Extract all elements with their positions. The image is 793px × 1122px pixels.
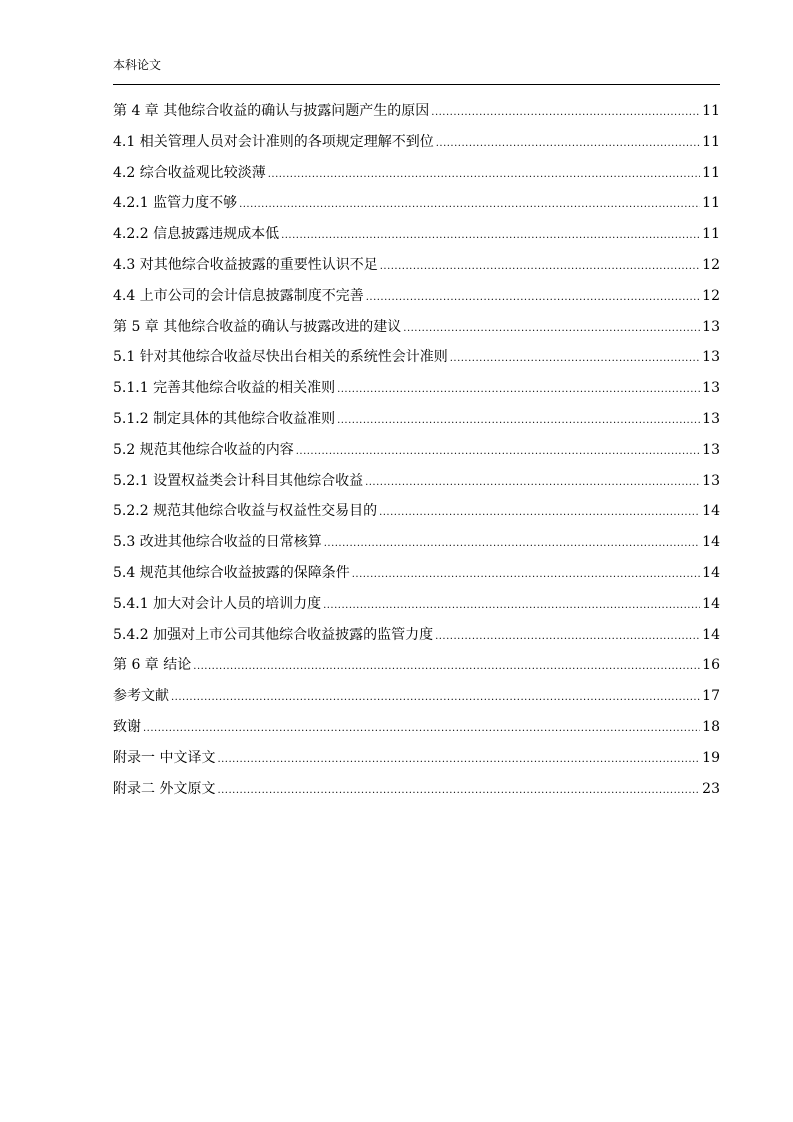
toc-entry[interactable] bbox=[113, 531, 720, 562]
toc-entry-title: 4.1 相关管理人员对会计准则的各项规定理解不到位 bbox=[113, 133, 434, 150]
toc-entry-page-number: 14 bbox=[702, 534, 720, 551]
toc-entry[interactable] bbox=[113, 439, 720, 470]
toc-entry[interactable] bbox=[113, 131, 720, 162]
toc-dot-leader bbox=[403, 318, 700, 340]
header-divider bbox=[113, 84, 720, 85]
toc-entry-title: 4.2.1 监管力度不够 bbox=[113, 195, 238, 212]
toc-entry-title: 5.3 改进其他综合收益的日常核算 bbox=[113, 534, 322, 551]
toc-entry-title: 5.4.2 加强对上市公司其他综合收益披露的监管力度 bbox=[113, 626, 434, 643]
toc-entry-page-number: 11 bbox=[702, 133, 720, 150]
header-title: 本科论文 bbox=[113, 58, 162, 72]
toc-entry[interactable] bbox=[113, 346, 720, 377]
toc-entry-page-number: 14 bbox=[702, 595, 720, 612]
toc-entry-title: 5.1.2 制定具体的其他综合收益准则 bbox=[113, 410, 336, 427]
toc-dot-leader bbox=[143, 718, 700, 740]
toc-dot-leader bbox=[380, 256, 700, 278]
toc-entry-page-number: 14 bbox=[702, 564, 720, 581]
toc-dot-leader bbox=[379, 502, 700, 524]
toc-entry-page-number: 11 bbox=[702, 226, 720, 243]
toc-dot-leader bbox=[450, 348, 700, 370]
toc-entry-page-number: 11 bbox=[702, 164, 720, 181]
toc-entry[interactable] bbox=[113, 254, 720, 285]
toc-entry-page-number: 11 bbox=[702, 195, 720, 212]
toc-entry-page-number: 14 bbox=[702, 503, 720, 520]
toc-entry-title: 5.4 规范其他综合收益披露的保障条件 bbox=[113, 564, 350, 581]
toc-entry-page-number: 13 bbox=[702, 410, 720, 427]
toc-entry-title: 5.2 规范其他综合收益的内容 bbox=[113, 441, 294, 458]
toc-entry[interactable] bbox=[113, 285, 720, 316]
toc-entry-title: 4.2 综合收益观比较淡薄 bbox=[113, 164, 266, 181]
toc-dot-leader bbox=[365, 472, 700, 494]
toc-entry-page-number: 13 bbox=[702, 472, 720, 489]
toc-entry-title: 致谢 bbox=[113, 718, 141, 735]
toc-entry-title: 5.2.1 设置权益类会计科目其他综合收益 bbox=[113, 472, 364, 489]
toc-entry-title: 4.2.2 信息披露违规成本低 bbox=[113, 226, 280, 243]
toc-entry-title: 第 6 章 结论 bbox=[113, 657, 192, 674]
toc-entry-title: 附录二 外文原文 bbox=[113, 780, 216, 797]
toc-entry-page-number: 11 bbox=[702, 103, 720, 119]
toc-entry[interactable] bbox=[113, 162, 720, 193]
toc-entry-title: 第 5 章 其他综合收益的确认与披露改进的建议 bbox=[113, 318, 402, 335]
toc-dot-leader bbox=[431, 102, 700, 124]
toc-entry[interactable] bbox=[113, 192, 720, 223]
toc-dot-leader bbox=[323, 595, 700, 617]
toc-entry[interactable] bbox=[113, 562, 720, 593]
toc-entry-title: 5.4.1 加大对会计人员的培训力度 bbox=[113, 595, 322, 612]
toc-entry-page-number: 17 bbox=[702, 688, 720, 705]
toc-entry[interactable] bbox=[113, 593, 720, 624]
toc-entry-title: 5.2.2 规范其他综合收益与权益性交易目的 bbox=[113, 503, 378, 520]
toc-entry-page-number: 16 bbox=[702, 657, 720, 674]
toc-entry[interactable] bbox=[113, 470, 720, 501]
toc-dot-leader bbox=[352, 564, 700, 586]
toc-entry[interactable] bbox=[113, 685, 720, 716]
toc-dot-leader bbox=[366, 287, 700, 309]
toc-entry-page-number: 18 bbox=[702, 718, 720, 735]
toc-entry[interactable] bbox=[113, 778, 720, 809]
toc-dot-leader bbox=[268, 164, 700, 186]
toc-entry-title: 5.1 针对其他综合收益尽快出台相关的系统性会计准则 bbox=[113, 349, 448, 366]
toc-entry-title: 附录一 中文译文 bbox=[113, 749, 216, 766]
toc-entry[interactable] bbox=[113, 223, 720, 254]
toc-dot-leader bbox=[435, 626, 700, 648]
toc-dot-leader bbox=[296, 441, 700, 463]
toc-entry-page-number: 14 bbox=[702, 626, 720, 643]
toc-dot-leader bbox=[193, 656, 700, 678]
toc-entry[interactable] bbox=[113, 377, 720, 408]
toc-entry-page-number: 13 bbox=[702, 441, 720, 458]
toc-entry-title: 4.4 上市公司的会计信息披露制度不完善 bbox=[113, 287, 364, 304]
toc-entry-page-number: 19 bbox=[702, 749, 720, 766]
toc-entry[interactable] bbox=[113, 624, 720, 655]
toc-dot-leader bbox=[436, 133, 700, 155]
toc-entry[interactable] bbox=[113, 100, 720, 131]
toc-entry-page-number: 23 bbox=[702, 780, 720, 797]
toc-entry-page-number: 13 bbox=[702, 349, 720, 366]
table-of-contents bbox=[113, 100, 720, 808]
toc-entry[interactable] bbox=[113, 316, 720, 347]
toc-dot-leader bbox=[337, 379, 700, 401]
toc-entry[interactable] bbox=[113, 408, 720, 439]
toc-dot-leader bbox=[171, 687, 700, 709]
toc-dot-leader bbox=[324, 533, 700, 555]
toc-entry-page-number: 12 bbox=[702, 256, 720, 273]
toc-entry-title: 5.1.1 完善其他综合收益的相关准则 bbox=[113, 380, 336, 397]
toc-entry[interactable] bbox=[113, 500, 720, 531]
toc-dot-leader bbox=[217, 749, 700, 771]
toc-entry[interactable] bbox=[113, 716, 720, 747]
toc-entry-page-number: 13 bbox=[702, 380, 720, 397]
toc-entry-page-number: 13 bbox=[702, 318, 720, 335]
toc-dot-leader bbox=[281, 225, 700, 247]
toc-entry-title: 4.3 对其他综合收益披露的重要性认识不足 bbox=[113, 256, 378, 273]
toc-entry[interactable] bbox=[113, 747, 720, 778]
toc-dot-leader bbox=[217, 780, 700, 802]
toc-entry-title: 第 4 章 其他综合收益的确认与披露问题产生的原因 bbox=[113, 103, 430, 119]
toc-entry-page-number: 12 bbox=[702, 287, 720, 304]
toc-dot-leader bbox=[337, 410, 700, 432]
toc-entry[interactable] bbox=[113, 654, 720, 685]
toc-entry-title: 参考文献 bbox=[113, 688, 169, 705]
toc-dot-leader bbox=[239, 194, 700, 216]
